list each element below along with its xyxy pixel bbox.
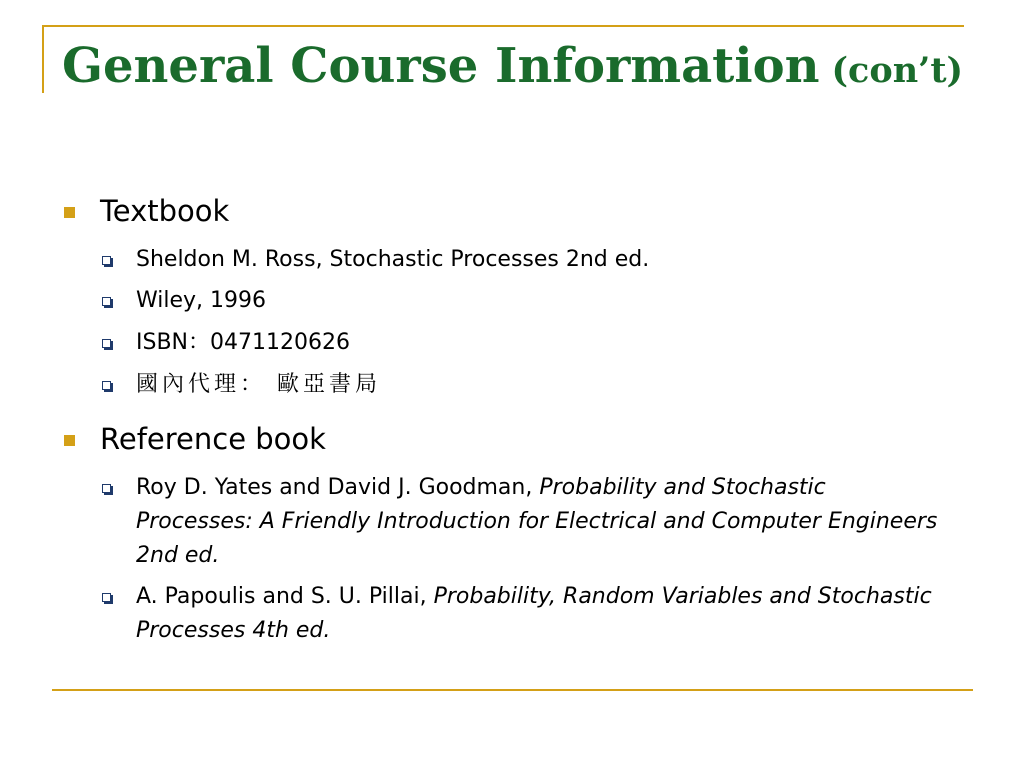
box-bullet-icon bbox=[102, 593, 111, 602]
list-item-text: ISBN：0471120626 bbox=[136, 330, 350, 355]
list-item-text: Wiley, 1996 bbox=[136, 288, 267, 313]
bottom-divider bbox=[52, 689, 973, 691]
top-divider bbox=[42, 25, 964, 27]
list-item-text: 國內代理： 歐亞書局 bbox=[136, 372, 381, 397]
list-item bbox=[98, 580, 938, 648]
title-main: General Course Information bbox=[62, 38, 820, 94]
book-title: Probability, Random Variables and Stochastic Processes 4th ed. bbox=[136, 584, 932, 643]
page-title bbox=[62, 38, 963, 96]
section-heading: Reference book bbox=[100, 422, 326, 456]
list-item bbox=[98, 471, 938, 573]
box-bullet-icon bbox=[102, 381, 111, 390]
book-title: Probability and Stochastic Processes: A Friendly Introduction for Electrical and Computer Engineers 2nd ed. bbox=[136, 475, 938, 568]
authors: Roy D. Yates and David J. Goodman, bbox=[136, 475, 540, 500]
box-bullet-icon bbox=[102, 256, 111, 265]
list-item bbox=[98, 368, 938, 402]
authors: A. Papoulis and S. U. Pillai, bbox=[136, 584, 434, 609]
box-bullet-icon bbox=[102, 339, 111, 348]
list-item bbox=[98, 326, 938, 360]
list-item bbox=[98, 284, 938, 318]
title-suffix: (con’t) bbox=[831, 50, 964, 91]
list-item bbox=[98, 243, 938, 277]
section-heading: Textbook bbox=[100, 194, 230, 228]
left-divider bbox=[42, 25, 44, 93]
square-bullet-icon bbox=[64, 435, 75, 446]
box-bullet-icon bbox=[102, 297, 111, 306]
square-bullet-icon bbox=[64, 207, 75, 218]
list-item-text: Sheldon M. Ross, Stochastic Processes 2nd ed. bbox=[136, 247, 650, 272]
list-item-text bbox=[136, 471, 938, 573]
box-bullet-icon bbox=[102, 484, 111, 493]
list-item-text bbox=[136, 580, 938, 648]
